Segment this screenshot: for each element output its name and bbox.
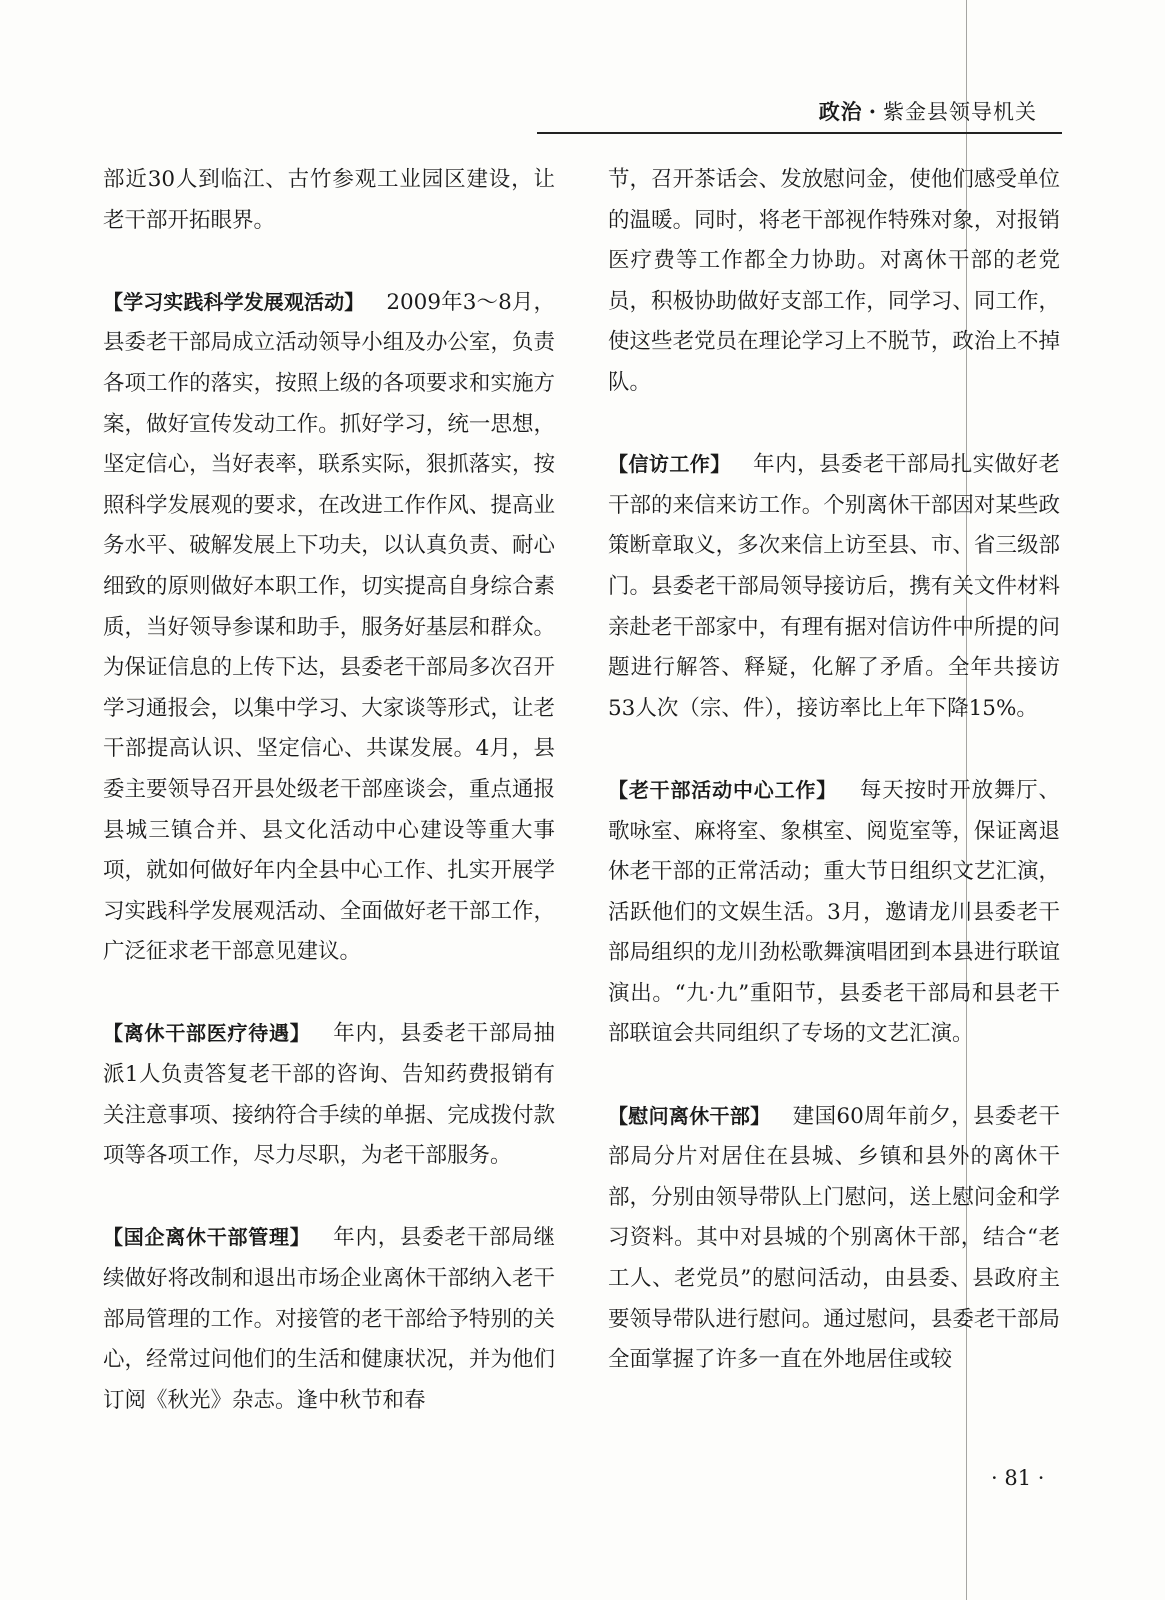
left-column bbox=[103, 160, 555, 1421]
right-column bbox=[608, 160, 1060, 1381]
paragraph bbox=[103, 1013, 555, 1176]
paragraph bbox=[608, 770, 1060, 1055]
section-heading: 【国企离休干部管理】 bbox=[103, 1225, 311, 1250]
section-heading: 【离休干部医疗待遇】 bbox=[103, 1021, 311, 1046]
paragraph-text: 建国60周年前夕，县委老干部局分片对居住在县城、乡镇和县外的离休干部，分别由领导带队上门慰问，送上慰问金和学习资料。其中对县城的个别离休干部，结合“老工人、老党员”的慰问活动，由县委、县政府主要领导带队进行慰问。通过慰问，县委老干部局全面掌握了许多一直在外地居住或较 bbox=[608, 1103, 1061, 1373]
paragraph-text: 年内，县委老干部局抽派1人负责答复老干部的咨询、告知药费报销有关注意事项、接纳符合手续的单据、完成拨付款项等各项工作，尽力尽职，为老干部服务。 bbox=[103, 1021, 555, 1169]
header-rule bbox=[537, 132, 1062, 134]
paragraph-text: 每天按时开放舞厅、歌咏室、麻将室、象棋室、阅览室等，保证离退休老干部的正常活动；重大节日组织文艺汇演，活跃他们的文娱生活。3月，邀请龙川县委老干部局组织的龙川劲松歌舞演唱团到本县进行联谊演出。“九·九”重阳节，县委老干部局和县老干部联谊会共同组织了专场的文艺汇演。 bbox=[608, 777, 1060, 1047]
paragraph bbox=[103, 1217, 555, 1421]
paragraph-text: 节，召开茶话会、发放慰问金，使他们感受单位的温暖。同时，将老干部视作特殊对象，对报销医疗费等工作都全力协助。对离休干部的老党员，积极协助做好支部工作，同学习、同工作，使这些老党员在理论学习上不脱节，政治上不掉队。 bbox=[608, 167, 1060, 395]
page-number: · 81 · bbox=[991, 1466, 1045, 1490]
header-section: 政治 bbox=[818, 100, 863, 124]
running-header bbox=[819, 96, 1037, 126]
paragraph bbox=[103, 282, 555, 973]
section-heading: 【慰问离休干部】 bbox=[608, 1103, 771, 1128]
section-heading: 【老干部活动中心工作】 bbox=[608, 777, 838, 802]
paragraph-text: 年内，县委老干部局扎实做好老干部的来信来访工作。个别离休干部因对某些政策断章取义，多次来信上访至县、市、省三级部门。县委老干部局领导接访后，携有关文件材料亲赴老干部家中，有理有据对信访件中所提的问题进行解答、释疑，化解了矛盾。全年共接访53人次（宗、件），接访率比上年下降15%。 bbox=[608, 452, 1060, 721]
paragraph bbox=[608, 1096, 1060, 1381]
paragraph-text: 年内，县委老干部局继续做好将改制和退出市场企业离休干部纳入老干部局管理的工作。对接管的老干部给予特别的关心，经常过问他们的生活和健康状况，并为他们订阅《秋光》杂志。逢中秋节和春 bbox=[103, 1225, 555, 1413]
paragraph bbox=[608, 444, 1060, 729]
paragraph bbox=[103, 160, 555, 241]
header-subsection: 紫金县领导机关 bbox=[883, 100, 1037, 124]
header-dot: · bbox=[868, 99, 877, 124]
paragraph bbox=[608, 160, 1060, 404]
section-heading: 【学习实践科学发展观活动】 bbox=[103, 289, 365, 314]
paragraph-text: 2009年3～8月，县委老干部局成立活动领导小组及办公室，负责各项工作的落实，按照上级的各项要求和实施方案，做好宣传发动工作。抓好学习，统一思想，坚定信心，当好表率，联系实际，狠抓落实，按照科学发展观的要求，在改进工作作风、提高业务水平、破解发展上下功夫，以认真负责、耐心细致的原则做好本职工作，切实提高自身综合素质，当好领导参谋和助手，服务好基层和群众。为保证信息的上传下达，县委老干部局多次召开学习通报会，以集中学习、大家谈等形式，让老干部提高认识、坚定信心、共谋发展。4月，县委主要领导召开县处级老干部座谈会，重点通报县城三镇合并、县文化活动中心建设等重大事项，就如何做好年内全县中心工作、扎实开展学习实践科学发展观活动、全面做好老干部工作，广泛征求老干部意见建议。 bbox=[103, 289, 556, 965]
section-heading: 【信访工作】 bbox=[608, 452, 731, 477]
paragraph-text: 部近30人到临江、古竹参观工业园区建设，让老干部开拓眼界。 bbox=[103, 167, 555, 233]
